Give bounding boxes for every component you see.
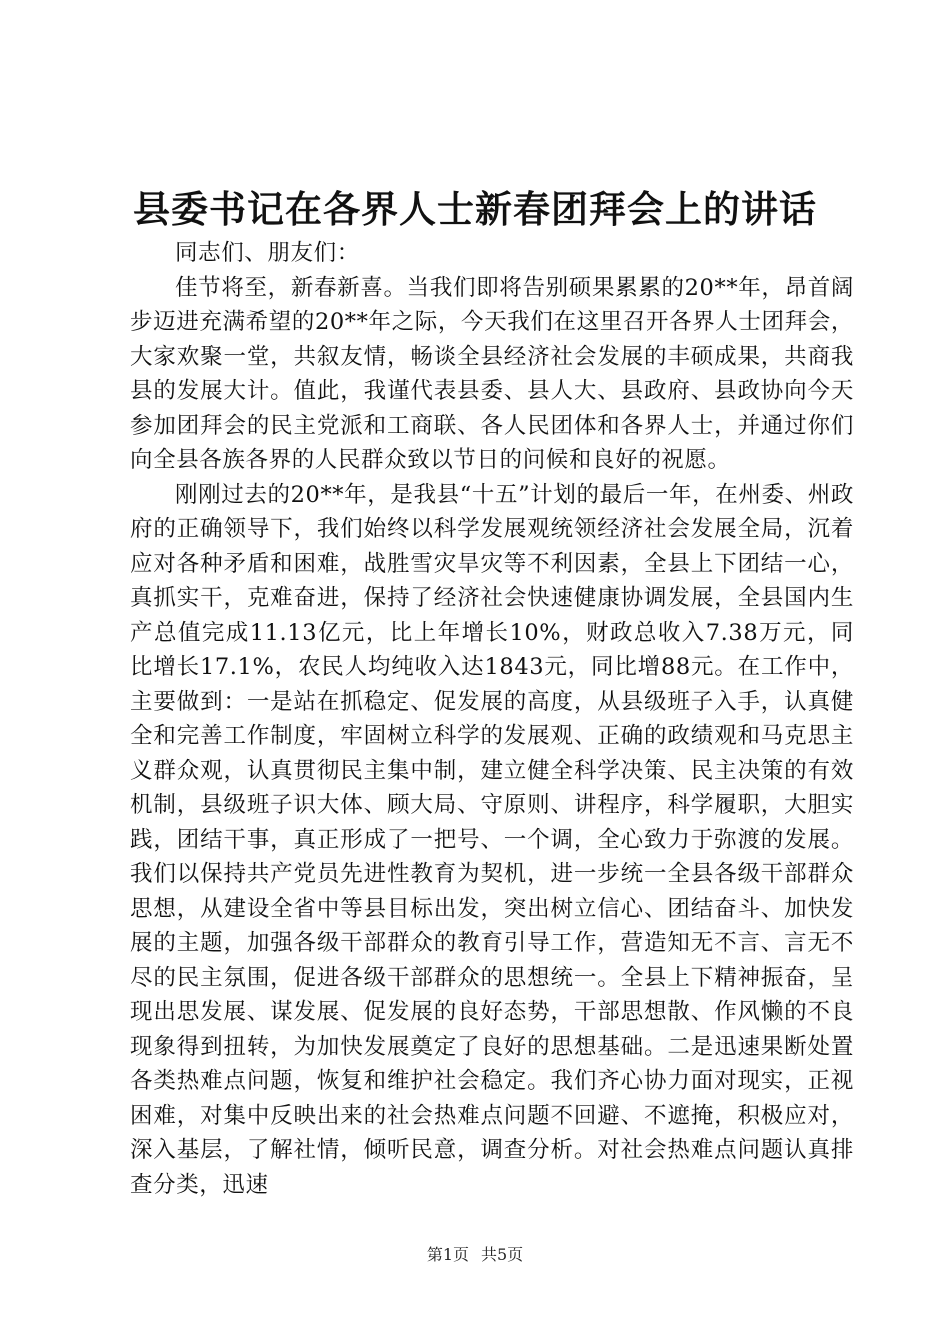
page-footer (0, 1244, 950, 1266)
document-body (130, 236, 854, 1202)
paragraph: 刚刚过去的20**年，是我县“十五”计划的最后一年，在州委、州政府的正确领导下，我们始终以科学发展观统领经济社会发展全局，沉着应对各种矛盾和困难，战胜雪灾旱灾等不利因素，全县上下团结一心，真抓实干，克难奋进，保持了经济社会快速健康协调发展，全县国内生产总值完成11.13亿元，比上年增长10%，财政总收入7.38万元，同比增长17.1%，农民人均纯收入达1843元，同比增88元。在工作中，主要做到：一是站在抓稳定、促发展的高度，从县级班子入手，认真健全和完善工作制度，牢固树立科学的发展观、正确的政绩观和马克思主义群众观，认真贯彻民主集中制，建立健全科学决策、民主决策的有效机制，县级班子识大体、顾大局、守原则、讲程序，科学履职，大胆实践，团结干事，真正形成了一把号、一个调，全心致力于弥渡的发展。我们以保持共产党员先进性教育为契机，进一步统一全县各级干部群众思想，从建设全省中等县目标出发，突出树立信心、团结奋斗、加快发展的主题，加强各级干部群众的教育引导工作，营造知无不言、言无不尽的民主氛围，促进各级干部群众的思想统一。全县上下精神振奋，呈现出思发展、谋发展、促发展的良好态势，干部思想散、作风懒的不良现象得到扭转，为加快发展奠定了良好的思想基础。二是迅速果断处置各类热难点问题，恢复和维护社会稳定。我们齐心协力面对现实，正视困难，对集中反映出来的社会热难点问题不回避、不遮掩，积极应对，深入基层，了解社情，倾听民意，调查分析。对社会热难点问题认真排查分类，迅速 (130, 481, 854, 1198)
document-title: 县委书记在各界人士新春团拜会上的讲话 (133, 187, 817, 231)
salutation: 同志们、朋友们： (175, 240, 360, 266)
paragraph: 佳节将至，新春新喜。当我们即将告别硕果累累的20**年，昂首阔步迈进充满希望的20**年之际，今天我们在这里召开各界人士团拜会，大家欢聚一堂，共叙友情，畅谈全县经济社会发展的丰硕成果，共商我县的发展大计。值此，我谨代表县委、县人大、县政府、县政协向今天参加团拜会的民主党派和工商联、各人民团体和各界人士，并通过你们向全县各族各界的人民群众致以节日的问候和良好的祝愿。 (130, 274, 854, 473)
page-number: 第1页 (426, 1245, 469, 1264)
page-total: 共5页 (481, 1245, 524, 1264)
